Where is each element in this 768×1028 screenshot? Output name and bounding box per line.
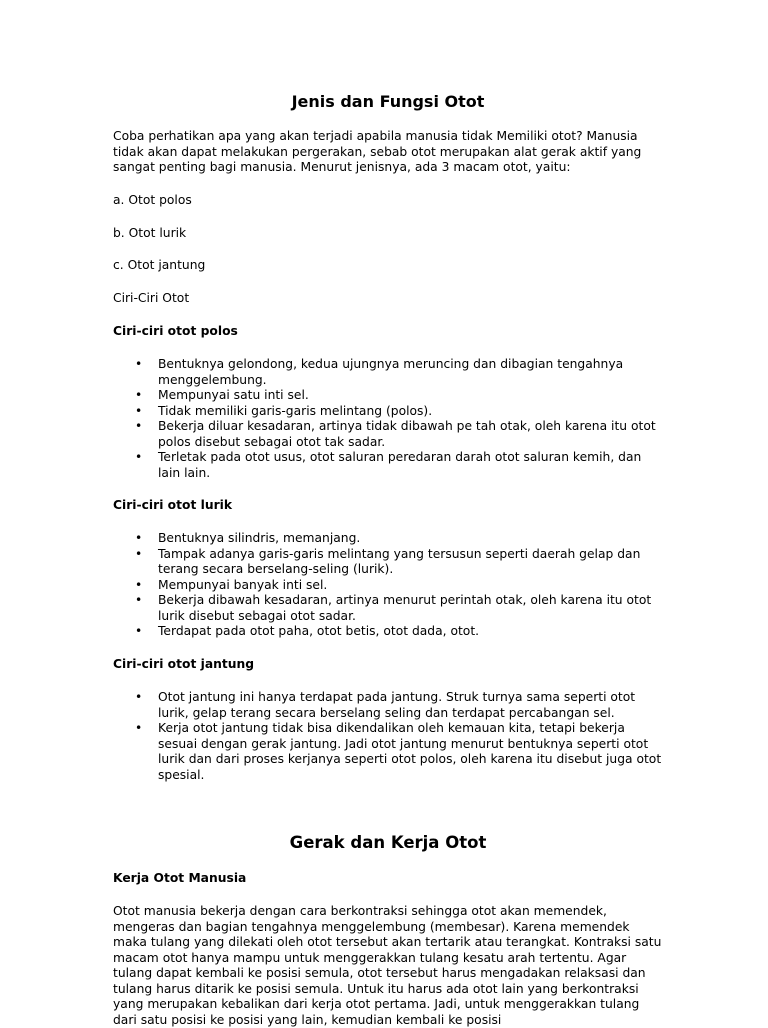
lurik-heading: Ciri-ciri otot lurik [113,498,233,512]
bullet-icon: • [135,450,143,464]
list-item-text: Bentuknya gelondong, kedua ujungnya meruncing dan dibagian tengahnya menggelembung. [158,357,624,387]
list-item [113,404,663,420]
bullet-icon: • [135,419,143,433]
list-item-text: Bekerja dibawah kesadaran, artinya menurut perintah otak, oleh karena itu otot lurik disebut sebagai otot sadar. [158,593,652,623]
list-item [113,690,663,721]
type-item-jantung: c. Otot jantung [113,258,206,272]
bullet-icon: • [135,357,143,371]
list-item [113,547,663,578]
list-item-text: Terletak pada otot usus, otot saluran peredaran darah otot saluran kemih, dan lain lain. [158,450,642,480]
bullet-icon: • [135,721,143,735]
list-item-text: Bentuknya silindris, memanjang. [158,531,361,545]
list-item [113,578,663,594]
lurik-list [113,531,663,640]
list-item-text: Otot jantung ini hanya terdapat pada jantung. Struk turnya sama seperti otot lurik, gelap terang secara berselang seling dan terdapat percabangan sel. [158,690,636,720]
list-item [113,593,663,624]
bullet-icon: • [135,546,143,561]
list-item [113,624,663,640]
section-title-gerak-kerja-otot: Gerak dan Kerja Otot [289,833,487,852]
bullet-icon: • [135,531,143,545]
list-item-text: Tidak memiliki garis-garis melintang (polos). [158,403,433,418]
list-item [113,450,663,481]
list-item-text: Mempunyai satu inti sel. [158,388,309,402]
list-item-text: Tampak adanya garis-garis melintang yang tersusun seperti daerah gelap dan terang secara berselang-seling (lurik). [158,546,641,576]
kerja-otot-paragraph: Otot manusia bekerja dengan cara berkontraksi sehingga otot akan memendek, mengeras dan bagian tengahnya menggelembung (membesar). Karena memendek maka tulang yang dilekati oleh otot tersebut akan tertarik atau terangkat. Kontraksi satu macam otot hanya mampu untuk menggerakkan tulang kesatu arah tertentu. Agar tulang dapat kembali ke posisi semula, otot tersebut harus mengadakan relaksasi dan tulang harus ditarik ke posisi semula. Untuk itu harus ada otot lain yang berkontraksi yang merupakan kebalikan dari kerja otot pertama. Jadi, untuk menggerakkan tulang dari satu posisi ke posisi yang lain, kemudian kembali ke posisi [113,904,662,1027]
list-item-text: Bekerja diluar kesadaran, artinya tidak dibawah pe tah otak, oleh karena itu otot polos disebut sebagai otot tak sadar. [158,419,656,449]
list-item [113,357,663,388]
type-item-polos: a. Otot polos [113,193,192,207]
list-item-text: Terdapat pada otot paha, otot betis, otot dada, otot. [158,624,480,638]
bullet-icon: • [135,690,143,704]
list-item [113,531,663,547]
list-item-text: Kerja otot jantung tidak bisa dikendalikan oleh kemauan kita, tetapi bekerja sesuai dengan gerak jantung. Jadi otot jantung menurut bentuknya seperti otot lurik dan dari proses kerjanya seperti otot polos, oleh karena itu disebut juga otot spesial. [158,721,662,782]
kerja-otot-heading: Kerja Otot Manusia [113,871,247,885]
jantung-heading: Ciri-ciri otot jantung [113,657,255,671]
bullet-icon: • [135,593,143,607]
list-item [113,721,663,783]
type-item-lurik: b. Otot lurik [113,226,187,240]
section-title-jenis-fungsi-otot: Jenis dan Fungsi Otot [291,92,485,111]
ciri-heading: Ciri-Ciri Otot [113,291,190,305]
list-item [113,388,663,404]
intro-paragraph: Coba perhatikan apa yang akan terjadi apabila manusia tidak Memiliki otot? Manusia tidak akan dapat melakukan pergerakan, sebab otot merupakan alat gerak aktif yang sangat penting bagi manusia. Menurut jenisnya, ada 3 macam otot, yaitu: [113,129,642,174]
polos-heading: Ciri-ciri otot polos [113,324,238,338]
list-item-text: Mempunyai banyak inti sel. [158,577,328,592]
bullet-icon: • [135,403,143,418]
bullet-icon: • [135,624,143,638]
jantung-list [113,690,663,783]
bullet-icon: • [135,388,143,402]
polos-list [113,357,663,481]
bullet-icon: • [135,577,143,592]
list-item [113,419,663,450]
